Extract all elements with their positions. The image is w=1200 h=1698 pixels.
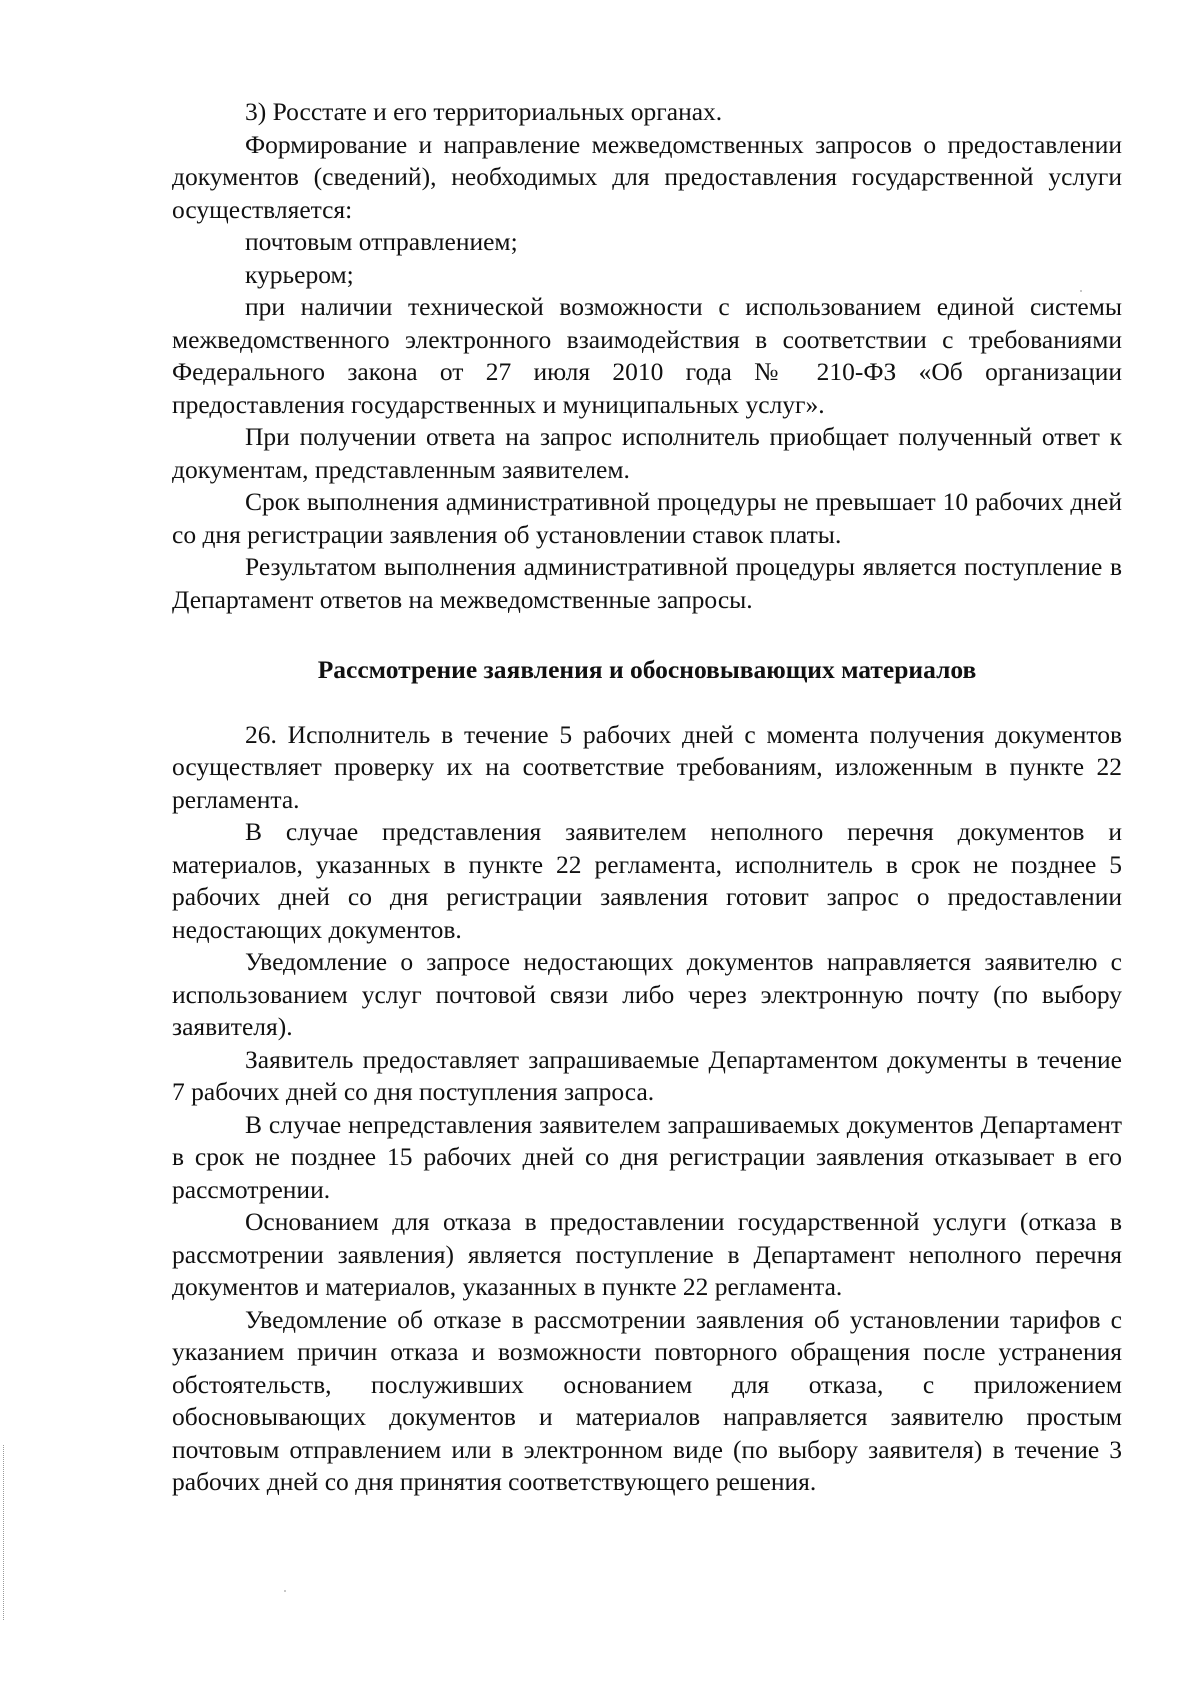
paragraph: Основанием для отказа в предоставлении государственной услуги (отказа в рассмотрении заявления) является поступление в Департамент неполного перечня документов и материалов, указанных в пункте 22 регламента. (172, 1207, 1122, 1301)
document-body (172, 96, 1122, 1499)
paragraph: Заявитель предоставляет запрашиваемые Департаментом документы в течение 7 рабочих дней со дня поступления запроса. (172, 1044, 1122, 1106)
paragraph: В случае представления заявителем неполного перечня документов и материалов, указанных в пункте 22 регламента, исполнитель в срок не позднее 5 рабочих дней со дня регистрации заявления готовит запрос о предоставлении недостающих документов. (172, 817, 1122, 944)
paragraph: Формирование и направление межведомственных запросов о предоставлении документов (сведений), необходимых для предоставления государственной услуги осуществляется: (172, 129, 1122, 224)
list-item: почтовым отправлением; (245, 227, 518, 256)
paragraph: 3) Росстате и его территориальных органах. (245, 97, 723, 126)
section-heading: Рассмотрение заявления и обосновывающих материалов (317, 655, 977, 684)
paragraph: при наличии технической возможности с использованием единой системы межведомственного электронного взаимодействия в соответствии с требованиями Федерального закона от 27 июля 2010 года № 210-ФЗ «Об организации предоставления государственных и муниципальных услуг». (172, 292, 1122, 419)
scan-speck (284, 1590, 286, 1592)
list-item: курьером; (245, 259, 354, 289)
scan-edge-mark (3, 1445, 5, 1620)
paragraph: Уведомление об отказе в рассмотрении заявления об установлении тарифов с указанием причин отказа и возможности повторного обращения после устранения обстоятельств, послуживших основанием для отказа, с приложением обосновывающих документов и материалов направляется заявителю простым почтовым отправлением или в электронном виде (по выбору заявителя) в течение 3 рабочих дней со дня принятия соответствующего решения. (172, 1304, 1122, 1496)
scan-speck (1080, 290, 1082, 292)
paragraph: Срок выполнения административной процедуры не превышает 10 рабочих дней со дня регистрации заявления об установлении ставок платы. (172, 487, 1122, 549)
paragraph: При получении ответа на запрос исполнитель приобщает полученный ответ к документам, представленным заявителем. (172, 422, 1122, 484)
paragraph: 26. Исполнитель в течение 5 рабочих дней с момента получения документов осуществляет проверку их на соответствие требованиям, изложенным в пункте 22 регламента. (172, 719, 1122, 814)
paragraph: В случае непредставления заявителем запрашиваемых документов Департамент в срок не позднее 15 рабочих дней со дня регистрации заявления отказывает в его рассмотрении. (172, 1109, 1122, 1204)
paragraph: Результатом выполнения административной процедуры является поступление в Департамент ответов на межведомственные запросы. (172, 552, 1122, 614)
paragraph: Уведомление о запросе недостающих документов направляется заявителю с использованием услуг почтовой связи либо через электронную почту (по выбору заявителя). (172, 947, 1122, 1041)
